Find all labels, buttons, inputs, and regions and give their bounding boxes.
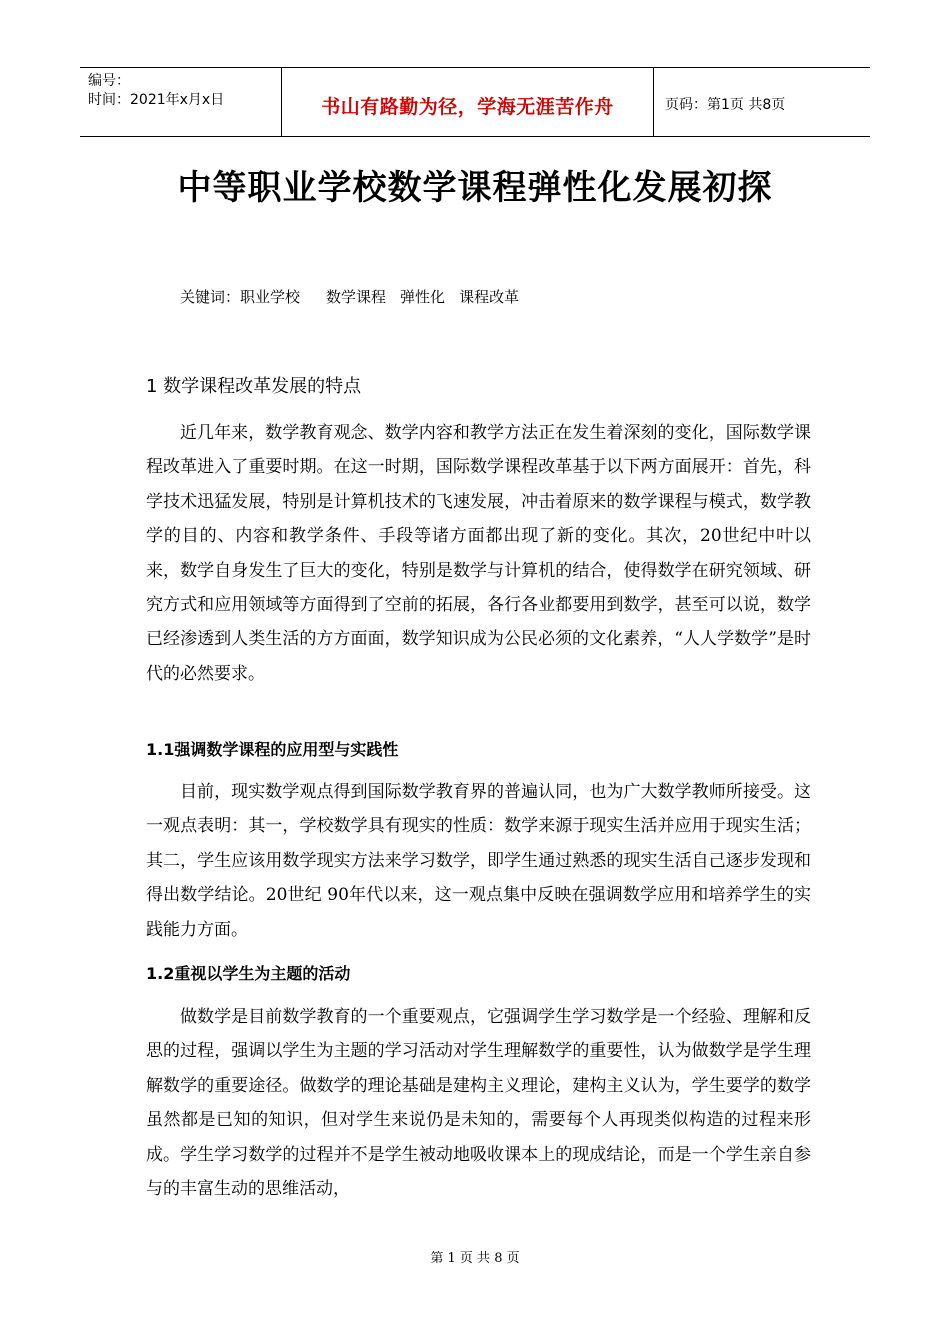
body-paragraph: 目前，现实数学观点得到国际数学教育界的普遍认同，也为广大数学教师所接受。这一观点表明：其一，学校数学具有现实的性质：数学来源于现实生活并应用于现实生活；其二，学生应该用数学现实方法来学习数学，即学生通过熟悉的现实生活自己逐步发现和得出数学结论。20世纪 90年代以来，这一观点集中反映在强调数学应用和培养学生的实践能力方面。 — [146, 782, 811, 940]
subsection-heading: 1.2重视以学生为主题的活动 — [146, 964, 351, 983]
header-motto-cell — [281, 68, 654, 136]
page-footer: 第 1 页 共 8 页 — [430, 1251, 520, 1266]
body-paragraph: 近几年来，数学教育观念、数学内容和教学方法正在发生着深刻的变化，国际数学课程改革进入了重要时期。在这一时期，国际数学课程改革基于以下两方面展开：首先，科学技术迅猛发展，特别是计算机技术的飞速发展，冲击着原来的数学课程与模式，数学教学的目的、内容和教学条件、手段等诸方面都出现了新的变化。其次，20世纪中叶以来，数学自身发生了巨大的变化，特别是数学与计算机的结合，使得数学在研究领域、研究方式和应用领域等方面得到了空前的拓展，各行各业都要用到数学，甚至可以说，数学已经渗透到人类生活的方方面面，数学知识成为公民必须的文化素养，“人人学数学”是时代的必然要求。 — [146, 423, 811, 684]
section-heading: 1 数学课程改革发展的特点 — [146, 376, 362, 397]
document-header — [80, 67, 870, 137]
time-label: 时间：2021年x月x日 — [88, 92, 225, 108]
number-label: 编号： — [88, 73, 130, 89]
header-page-info: 页码：第1页 共8页 — [665, 97, 786, 113]
keyword-item: 弹性化 — [400, 288, 446, 306]
keywords-line — [180, 286, 533, 307]
header-left-cell — [80, 68, 280, 136]
body-paragraph: 做数学是目前数学教育的一个重要观点，它强调学生学习数学是一个经验、理解和反思的过程，强调以学生为主题的学习活动对学生理解数学的重要性，认为做数学是学生理解数学的重要途径。做数学的理论基础是建构主义理论，建构主义认为，学生要学的数学虽然都是已知的知识，但对学生来说仍是未知的，需要每个人再现类似构造的过程来形成。学生学习数学的过程并不是学生被动地吸收课本上的现成结论，而是一个学生亲自参与的丰富生动的思维活动， — [146, 1007, 811, 1200]
keyword-item: 职业学校 — [240, 288, 301, 306]
keyword-item: 课程改革 — [459, 288, 520, 306]
header-motto: 书山有路勤为径，学海无涯苦作舟 — [321, 96, 614, 118]
document-title: 中等职业学校数学课程弹性化发展初探 — [177, 168, 773, 208]
subsection-heading: 1.1强调数学课程的应用型与实践性 — [146, 740, 399, 759]
keyword-item: 数学课程 — [326, 288, 387, 306]
keywords-label: 关键词： — [180, 288, 241, 306]
